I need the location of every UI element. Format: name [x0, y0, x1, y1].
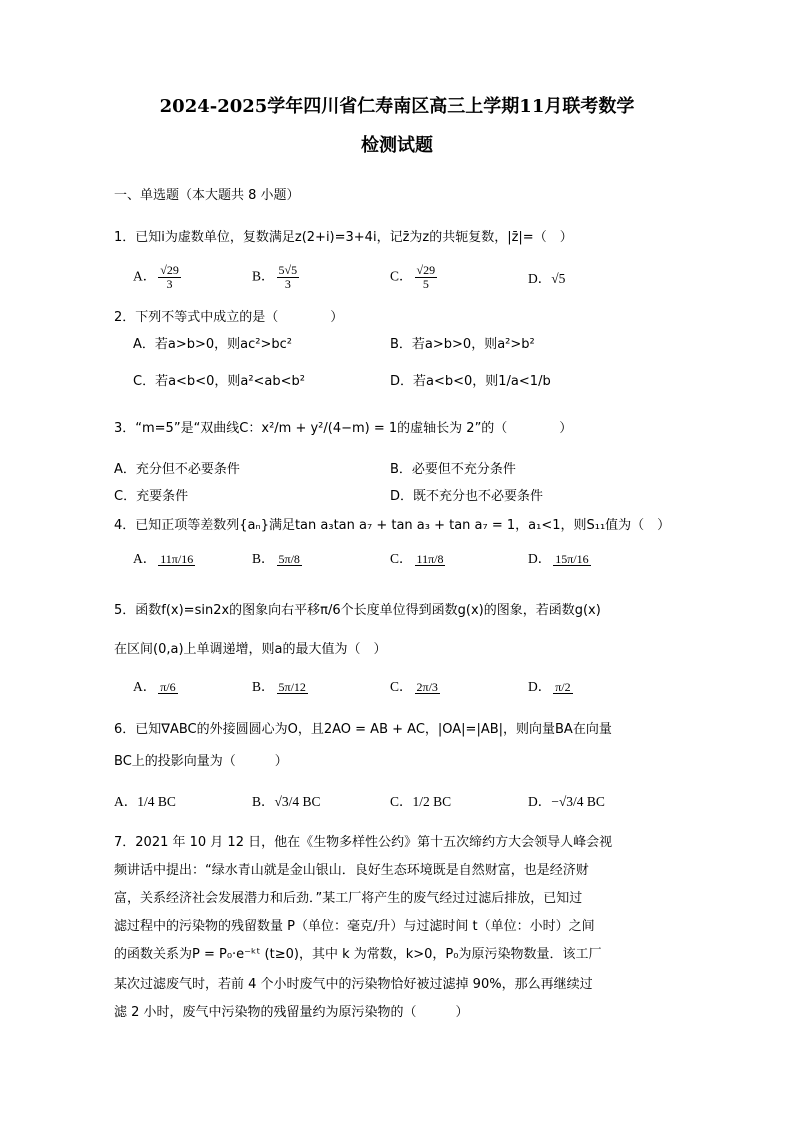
q1-option-d-label: D． [528, 271, 552, 286]
q2-option-d: D．若a<b<0，则1/a<1/b [390, 374, 551, 389]
q5-option-c: C． 2π/3 [390, 679, 438, 694]
question-7-line7: 滤 2 小时，废气中污染物的残留量约为原污染物的（ ） [114, 1005, 469, 1020]
q5-option-a: A． π/6 [133, 679, 176, 694]
exam-title-line2: 检测试题 [361, 135, 433, 156]
section-heading: 一、单选题（本大题共 8 小题） [114, 188, 300, 203]
q4-option-c: C． 11π/8 [390, 551, 444, 566]
question-3-stem: 3．“m=5”是“双曲线C：x²/m + y²/(4−m) = 1的虚轴长为 2”的（ ） [114, 421, 573, 436]
q4-option-b-value: 5π/8 [278, 551, 300, 566]
q4-option-a: A． 11π/16 [133, 551, 194, 566]
q6-option-b-value: √3/4 BC [274, 794, 321, 809]
q6-option-a-value: 1/4 BC [137, 794, 176, 809]
q3-option-a: A．充分但不必要条件 [114, 462, 240, 477]
question-5-stem-line2: 在区间(0,a)上单调递增，则a的最大值为（ ） [114, 642, 387, 657]
question-7-line5: 的函数关系为P = P₀·e⁻ᵏᵗ (t≥0)，其中 k 为常数，k>0，P₀为原污染物数量．该工厂 [114, 947, 602, 962]
q1-option-c-label: C． [390, 268, 413, 284]
q6-option-c: C．1/2 BC [390, 794, 452, 809]
question-7-line3: 富，关系经济社会发展潜力和后劲．”某工厂将产生的废气经过过滤后排放，已知过 [114, 891, 583, 906]
question-7-line6: 某次过滤废气时，若前 4 个小时废气中的污染物恰好被过滤掉 90%，那么再继续过 [114, 977, 593, 992]
question-7-line4: 滤过程中的污染物的残留数量 P（单位：毫克/升）与过滤时间 t（单位：小时）之间 [114, 919, 595, 934]
q2-option-b: B．若a>b>0，则a²>b² [390, 337, 535, 352]
q6-option-a: A．1/4 BC [114, 794, 176, 809]
q5-option-a-value: π/6 [160, 679, 176, 694]
question-1-stem: 1．已知i为虚数单位，复数满足z(2+i)=3+4i，记z̄为z的共轭复数，|z̄|=（ ） [114, 230, 573, 245]
q6-option-d: D．−√3/4 BC [528, 794, 605, 809]
q4-option-a-value: 11π/16 [160, 551, 194, 566]
q5-option-d: D． π/2 [528, 679, 571, 694]
exam-title: 2024-2025学年四川省仁寿南区高三上学期11月联考数学 [159, 96, 635, 117]
q5-option-b: B． 5π/12 [252, 679, 306, 694]
q3-option-d: D．既不充分也不必要条件 [390, 489, 544, 504]
q4-option-d-value: 15π/16 [555, 551, 589, 566]
question-7-line2: 频讲话中提出：“绿水青山就是金山银山．良好生态环境既是自然财富，也是经济财 [114, 863, 589, 878]
q4-option-d: D． 15π/16 [528, 551, 589, 566]
q2-option-a: A．若a>b>0，则ac²>bc² [133, 337, 292, 352]
q3-option-b: B．必要但不充分条件 [390, 462, 516, 477]
question-7-line1: 7．2021 年 10 月 12 日，他在《生物多样性公约》第十五次缔约方大会领导人峰会视 [114, 835, 613, 850]
q4-option-b: B． 5π/8 [252, 551, 300, 566]
q5-option-c-value: 2π/3 [416, 679, 438, 694]
q1-option-b: B． $\frac{5√5}{3}$ [252, 263, 298, 291]
question-5-stem-line1: 5．函数f(x)=sin2x的图象向右平移π/6个长度单位得到函数g(x)的图象，若函数g(x) [114, 603, 601, 618]
question-6-stem-line1: 6．已知∇ABC的外接圆圆心为O，且2AO = AB + AC，|OA|=|AB|，则向量BA在向量 [114, 722, 612, 737]
question-4-stem: 4．已知正项等差数列{aₙ}满足tan a₃tan a₇ + tan a₃ + tan a₇ = 1，a₁<1，则S₁₁值为（ ） [114, 518, 671, 533]
question-2-stem: 2．下列不等式中成立的是（ ） [114, 310, 344, 325]
q1-option-c: C． $\frac{√29}{5}$ [390, 263, 436, 291]
question-6-stem-line2: BC上的投影向量为（ ） [114, 754, 288, 769]
q1-option-a-label: A． [133, 268, 157, 284]
q6-option-c-value: 1/2 BC [412, 794, 452, 809]
q1-option-b-label: B． [252, 268, 275, 284]
q1-option-d-value: √5 [551, 271, 566, 286]
q5-option-b-value: 5π/12 [278, 679, 306, 694]
q2-option-c: C．若a<b<0，则a²<ab<b² [133, 374, 305, 389]
q6-option-d-value: −√3/4 BC [551, 794, 605, 809]
q4-option-c-value: 11π/8 [416, 551, 444, 566]
q1-option-a: A． $\frac{√29}{3}$ [133, 263, 179, 291]
q1-option-d [528, 272, 565, 287]
q3-option-c: C．充要条件 [114, 489, 189, 504]
q5-option-d-value: π/2 [555, 679, 571, 694]
q6-option-b: B．√3/4 BC [252, 794, 321, 809]
